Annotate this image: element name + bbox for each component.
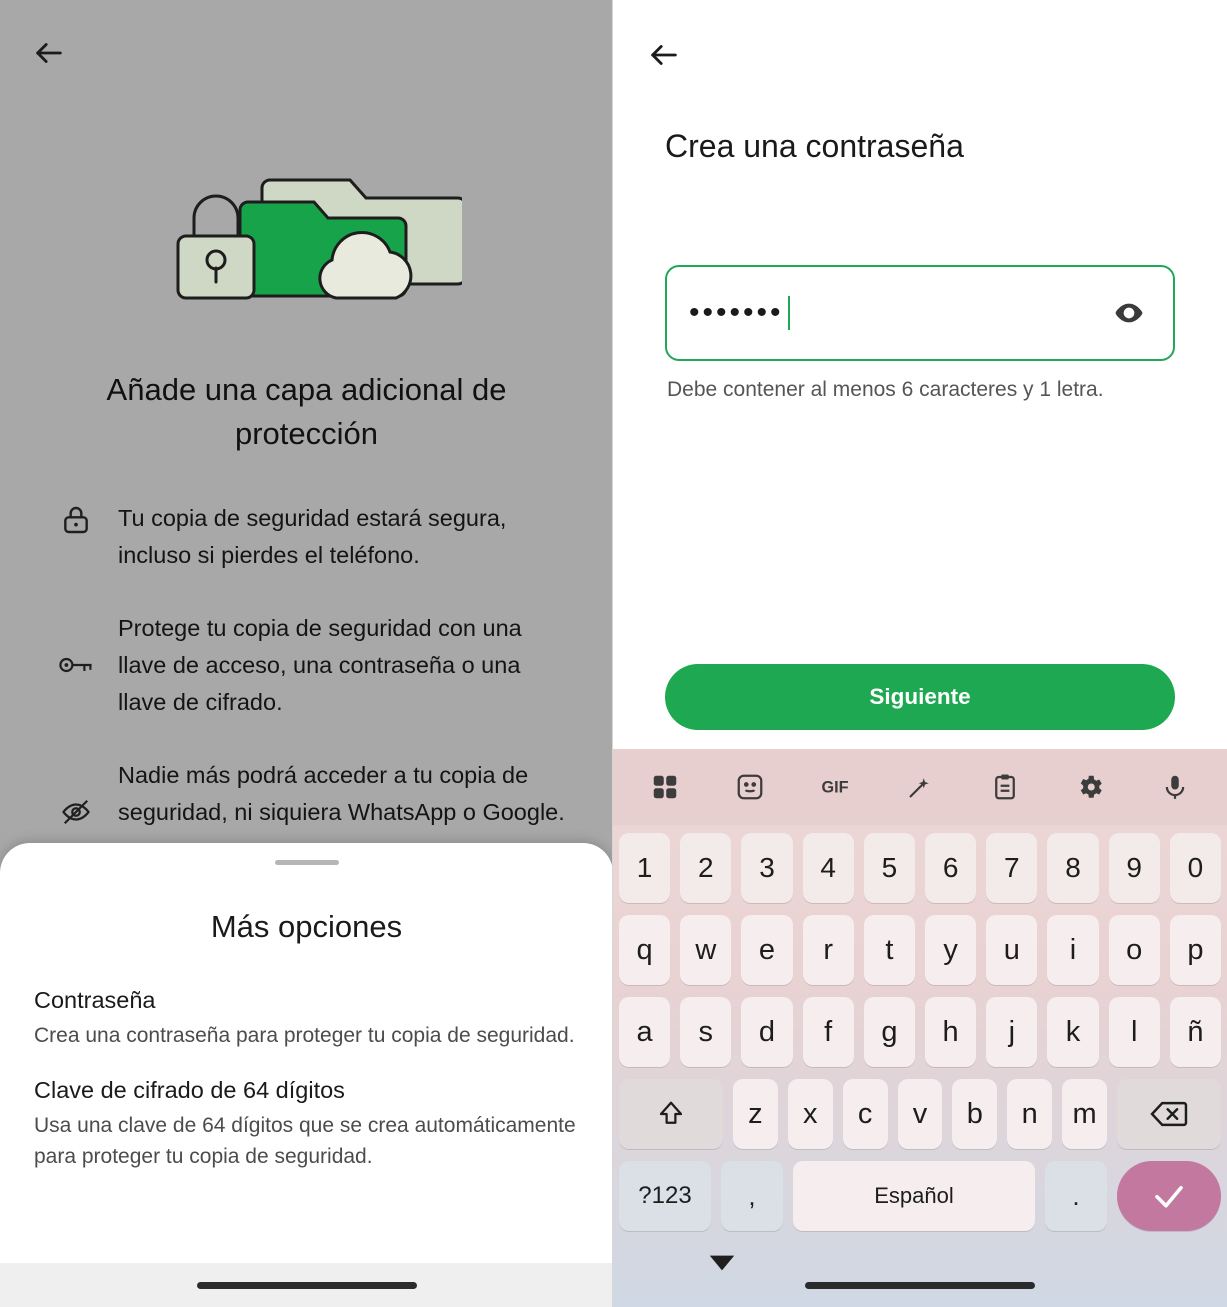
list-item-label: Nadie más podrá acceder a tu copia de seguridad, ni siquiera WhatsApp o Google. — [118, 762, 565, 825]
key-q[interactable]: q — [619, 915, 670, 985]
magic-wand-icon[interactable] — [894, 761, 946, 813]
eye-off-icon — [48, 757, 104, 827]
key-t[interactable]: t — [864, 915, 915, 985]
option-encryption-key[interactable] — [34, 1077, 579, 1172]
key-o[interactable]: o — [1109, 915, 1160, 985]
right-phone-screen — [613, 0, 1227, 1307]
keyboard-row-home — [619, 997, 1221, 1067]
home-indicator[interactable] — [805, 1282, 1035, 1289]
sheet-options-list — [0, 987, 613, 1172]
space-key[interactable]: Español — [793, 1161, 1035, 1231]
key-x[interactable]: x — [788, 1079, 833, 1149]
apps-grid-icon[interactable] — [639, 761, 691, 813]
key-9[interactable]: 9 — [1109, 833, 1160, 903]
gear-icon[interactable] — [1064, 761, 1116, 813]
key-k[interactable]: k — [1047, 997, 1098, 1067]
key-y[interactable]: y — [925, 915, 976, 985]
key-s[interactable]: s — [680, 997, 731, 1067]
key-l[interactable]: l — [1109, 997, 1160, 1067]
keyboard-row-space — [619, 1161, 1221, 1231]
list-item-label: Protege tu copia de seguridad con una llave de acceso, una contraseña o una llave de cifrado. — [118, 615, 522, 715]
option-description: Crea una contraseña para proteger tu copia de seguridad. — [34, 1024, 575, 1047]
key-icon — [48, 610, 104, 680]
keyboard-row-bottom — [619, 1079, 1221, 1149]
key-6[interactable]: 6 — [925, 833, 976, 903]
key-r[interactable]: r — [803, 915, 854, 985]
page-title: Crea una contraseña — [665, 128, 964, 164]
key-5[interactable]: 5 — [864, 833, 915, 903]
list-item — [48, 610, 573, 721]
backspace-icon[interactable] — [1117, 1079, 1221, 1149]
comma-key[interactable]: , — [721, 1161, 783, 1231]
key-j[interactable]: j — [986, 997, 1037, 1067]
key-m[interactable]: m — [1062, 1079, 1107, 1149]
next-button[interactable]: Siguiente — [665, 664, 1175, 730]
gif-icon[interactable] — [809, 761, 861, 813]
symbols-key[interactable]: ?123 — [619, 1161, 711, 1231]
key-i[interactable]: i — [1047, 915, 1098, 985]
key-3[interactable]: 3 — [741, 833, 792, 903]
page-title: Añade una capa adicional de protección — [106, 372, 507, 451]
key-v[interactable]: v — [898, 1079, 943, 1149]
list-item — [48, 500, 573, 574]
on-screen-keyboard — [613, 749, 1227, 1307]
back-icon[interactable] — [26, 30, 72, 76]
option-title: Contraseña — [34, 987, 156, 1013]
key-n[interactable]: n — [1007, 1079, 1052, 1149]
key-1[interactable]: 1 — [619, 833, 670, 903]
lock-icon — [48, 500, 104, 536]
key-b[interactable]: b — [952, 1079, 997, 1149]
key-0[interactable]: 0 — [1170, 833, 1221, 903]
key-g[interactable]: g — [864, 997, 915, 1067]
text-caret — [788, 296, 790, 330]
backup-illustration — [0, 140, 613, 340]
keyboard-row-numbers — [619, 833, 1221, 903]
password-masked-text: ••••••• — [689, 296, 784, 329]
key-h[interactable]: h — [925, 997, 976, 1067]
key-d[interactable]: d — [741, 997, 792, 1067]
system-navigation-bar — [0, 1263, 613, 1307]
list-item-label: Tu copia de seguridad estará segura, incluso si pierdes el teléfono. — [118, 505, 507, 568]
eye-icon[interactable] — [1107, 291, 1151, 335]
password-input[interactable] — [665, 265, 1175, 361]
key-p[interactable]: p — [1170, 915, 1221, 985]
option-description: Usa una clave de 64 dígitos que se crea automáticamente para proteger tu copia de seguridad. — [34, 1114, 576, 1168]
option-title: Clave de cifrado de 64 dígitos — [34, 1077, 345, 1103]
key-enye[interactable]: ñ — [1170, 997, 1221, 1067]
keyboard-row-top — [619, 915, 1221, 985]
list-item — [48, 757, 573, 831]
period-key[interactable]: . — [1045, 1161, 1107, 1231]
key-z[interactable]: z — [733, 1079, 778, 1149]
svg-text:GIF: GIF — [821, 778, 849, 797]
key-4[interactable]: 4 — [803, 833, 854, 903]
key-e[interactable]: e — [741, 915, 792, 985]
check-icon[interactable] — [1117, 1161, 1221, 1231]
key-8[interactable]: 8 — [1047, 833, 1098, 903]
key-f[interactable]: f — [803, 997, 854, 1067]
home-indicator[interactable] — [197, 1282, 417, 1289]
microphone-icon[interactable] — [1149, 761, 1201, 813]
keyboard-toolbar — [613, 749, 1227, 825]
key-2[interactable]: 2 — [680, 833, 731, 903]
more-options-bottom-sheet — [0, 843, 613, 1307]
sticker-icon[interactable] — [724, 761, 776, 813]
clipboard-icon[interactable] — [979, 761, 1031, 813]
sheet-title: Más opciones — [210, 909, 403, 944]
chevron-down-icon[interactable] — [707, 1252, 737, 1279]
keyboard-rows — [613, 825, 1227, 1231]
password-hint: Debe contener al menos 6 caracteres y 1 letra. — [667, 378, 1104, 401]
left-phone-screen — [0, 0, 613, 1307]
password-value — [689, 296, 1107, 330]
key-c[interactable]: c — [843, 1079, 888, 1149]
key-a[interactable]: a — [619, 997, 670, 1067]
back-icon[interactable] — [641, 32, 687, 78]
key-w[interactable]: w — [680, 915, 731, 985]
key-u[interactable]: u — [986, 915, 1037, 985]
shift-icon[interactable] — [619, 1079, 723, 1149]
sheet-drag-handle[interactable] — [275, 860, 339, 865]
benefits-list — [48, 500, 573, 867]
option-password[interactable] — [34, 987, 579, 1051]
key-7[interactable]: 7 — [986, 833, 1037, 903]
